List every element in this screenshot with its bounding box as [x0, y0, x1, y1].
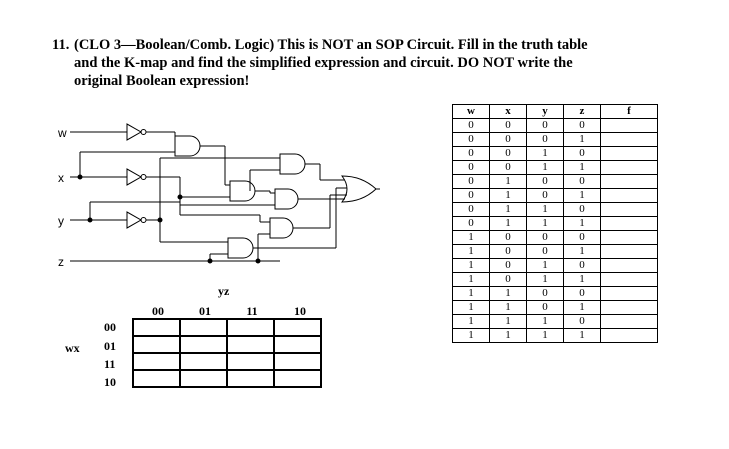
header-z: z: [564, 105, 601, 119]
truth-table-cell: 0: [453, 203, 490, 217]
truth-table-cell: 1: [490, 203, 527, 217]
not-gate-x: [127, 169, 146, 185]
input-label-y: y: [58, 214, 64, 228]
output-f-cell[interactable]: [601, 147, 658, 161]
output-f-cell[interactable]: [601, 189, 658, 203]
truth-table-cell: 1: [490, 189, 527, 203]
truth-table-cell: 0: [564, 231, 601, 245]
truth-table-header: [453, 105, 658, 119]
truth-table-row: [453, 231, 658, 245]
truth-table-cell: 0: [564, 259, 601, 273]
truth-table-row: [453, 259, 658, 273]
kmap-row-label-10: 10: [104, 375, 116, 389]
kmap-row: [133, 319, 321, 336]
kmap-cell[interactable]: [274, 370, 321, 387]
and-gate-3: [230, 181, 255, 201]
truth-table-cell: 0: [490, 133, 527, 147]
truth-table-cell: 0: [490, 231, 527, 245]
truth-table-cell: 1: [490, 329, 527, 343]
truth-table-cell: 0: [453, 161, 490, 175]
kmap-cell[interactable]: [274, 336, 321, 353]
truth-table-cell: 0: [490, 161, 527, 175]
truth-table-row: [453, 147, 658, 161]
output-f-cell[interactable]: [601, 329, 658, 343]
truth-table-row: [453, 189, 658, 203]
kmap-cell[interactable]: [274, 353, 321, 370]
truth-table-cell: 0: [564, 175, 601, 189]
truth-table-cell: 1: [527, 147, 564, 161]
truth-table-cell: 0: [453, 119, 490, 133]
output-f-cell[interactable]: [601, 301, 658, 315]
truth-table-cell: 1: [453, 315, 490, 329]
kmap-cell[interactable]: [180, 353, 227, 370]
truth-table-cell: 1: [564, 217, 601, 231]
kmap-cell[interactable]: [274, 319, 321, 336]
question-line-3: original Boolean expression!: [74, 73, 250, 89]
truth-table-cell: 0: [453, 189, 490, 203]
header-f: f: [601, 105, 658, 119]
output-f-cell[interactable]: [601, 161, 658, 175]
truth-table-cell: 1: [564, 161, 601, 175]
truth-table-cell: 1: [490, 175, 527, 189]
output-f-cell[interactable]: [601, 175, 658, 189]
truth-table-cell: 1: [453, 259, 490, 273]
question-number: 11.: [52, 37, 70, 53]
truth-table-row: [453, 329, 658, 343]
kmap-row: [133, 370, 321, 387]
output-f-cell[interactable]: [601, 217, 658, 231]
truth-table-cell: 0: [564, 287, 601, 301]
truth-table-cell: 1: [564, 273, 601, 287]
truth-table-cell: 1: [453, 301, 490, 315]
truth-table-cell: 1: [453, 287, 490, 301]
truth-table-row: [453, 273, 658, 287]
truth-table-cell: 1: [527, 273, 564, 287]
truth-table-cell: 1: [564, 329, 601, 343]
truth-table-row: [453, 217, 658, 231]
truth-table-cell: 1: [453, 231, 490, 245]
truth-table-row: [453, 175, 658, 189]
karnaugh-map: [132, 318, 322, 388]
output-f-cell[interactable]: [601, 203, 658, 217]
kmap-cell[interactable]: [227, 370, 274, 387]
truth-table-cell: 0: [490, 119, 527, 133]
truth-table-cell: 0: [527, 175, 564, 189]
truth-table-cell: 1: [490, 301, 527, 315]
and-gate-5: [270, 218, 293, 238]
input-label-z: z: [58, 255, 64, 269]
kmap-col-label-10: 10: [294, 304, 306, 318]
header-w: w: [453, 105, 490, 119]
truth-table-cell: 0: [453, 133, 490, 147]
truth-table-cell: 1: [564, 245, 601, 259]
truth-table-cell: 0: [453, 175, 490, 189]
kmap-cell[interactable]: [133, 353, 180, 370]
truth-table-cell: 1: [527, 217, 564, 231]
kmap-row-label-00: 00: [104, 320, 116, 334]
kmap-cell[interactable]: [133, 336, 180, 353]
truth-table-cell: 0: [490, 245, 527, 259]
and-gate-6: [228, 238, 253, 258]
not-gate-w: [127, 124, 146, 140]
truth-table-cell: 0: [490, 259, 527, 273]
truth-table-row: [453, 287, 658, 301]
truth-table-cell: 0: [453, 147, 490, 161]
truth-table-cell: 0: [527, 301, 564, 315]
kmap-row: [133, 353, 321, 370]
truth-table-cell: 1: [453, 273, 490, 287]
not-gate-y: [127, 212, 146, 228]
truth-table-row: [453, 315, 658, 329]
kmap-col-label-00: 00: [152, 304, 164, 318]
truth-table-cell: 0: [490, 147, 527, 161]
truth-table-cell: 1: [490, 315, 527, 329]
truth-table-cell: 1: [527, 161, 564, 175]
truth-table-cell: 0: [564, 119, 601, 133]
truth-table-cell: 0: [527, 287, 564, 301]
truth-table-row: [453, 301, 658, 315]
truth-table-row: [453, 161, 658, 175]
input-label-x: x: [58, 171, 64, 185]
input-label-w: w: [58, 126, 67, 140]
truth-table-cell: 0: [527, 119, 564, 133]
truth-table-cell: 1: [564, 133, 601, 147]
truth-table-cell: 0: [453, 217, 490, 231]
truth-table-cell: 1: [527, 329, 564, 343]
kmap-cell[interactable]: [227, 353, 274, 370]
kmap-row-variable: wx: [65, 341, 80, 355]
kmap-row-label-01: 01: [104, 339, 116, 353]
kmap-row-label-11: 11: [104, 357, 116, 371]
truth-table-cell: 0: [527, 189, 564, 203]
kmap-col-label-11: 11: [246, 304, 258, 318]
kmap-cell[interactable]: [180, 370, 227, 387]
truth-table-cell: 1: [527, 203, 564, 217]
question-line-1: 11. (CLO 3—Boolean/Comb. Logic) This is NOT an SOP Circuit. Fill in the truth table: [52, 37, 588, 53]
truth-table-cell: 0: [564, 203, 601, 217]
truth-table-cell: 1: [564, 301, 601, 315]
truth-table-cell: 0: [527, 133, 564, 147]
output-f-cell[interactable]: [601, 259, 658, 273]
logic-circuit-diagram: [0, 0, 450, 300]
truth-table-row: [453, 133, 658, 147]
kmap-cell[interactable]: [180, 336, 227, 353]
truth-table-cell: 0: [527, 231, 564, 245]
truth-table-row: [453, 203, 658, 217]
output-f-cell[interactable]: [601, 119, 658, 133]
kmap-cell[interactable]: [180, 319, 227, 336]
kmap-cell[interactable]: [227, 319, 274, 336]
header-x: x: [490, 105, 527, 119]
truth-table-cell: 1: [490, 287, 527, 301]
output-f-cell[interactable]: [601, 231, 658, 245]
truth-table-cell: 1: [490, 217, 527, 231]
output-f-cell[interactable]: [601, 315, 658, 329]
truth-table-cell: 1: [564, 189, 601, 203]
and-gate-4: [275, 189, 298, 209]
truth-table-cell: 0: [564, 147, 601, 161]
truth-table-cell: 1: [453, 245, 490, 259]
and-gate-1: [175, 136, 200, 156]
truth-table-cell: 0: [490, 273, 527, 287]
output-f-cell[interactable]: [601, 273, 658, 287]
output-f-cell[interactable]: [601, 133, 658, 147]
truth-table-cell: 0: [527, 245, 564, 259]
and-gate-2: [280, 154, 305, 174]
kmap-col-label-01: 01: [199, 304, 211, 318]
kmap-cell[interactable]: [133, 370, 180, 387]
truth-table-cell: 1: [453, 329, 490, 343]
kmap-col-variable: yz: [218, 284, 230, 298]
question-line-2: and the K-map and find the simplified expression and circuit. DO NOT write the: [74, 55, 573, 71]
truth-table: [452, 104, 658, 343]
truth-table-row: [453, 245, 658, 259]
or-gate: [342, 176, 376, 202]
truth-table-cell: 1: [527, 315, 564, 329]
output-f-cell[interactable]: [601, 245, 658, 259]
kmap-row: [133, 336, 321, 353]
truth-table-cell: 1: [527, 259, 564, 273]
kmap-cell[interactable]: [227, 336, 274, 353]
truth-table-row: [453, 119, 658, 133]
header-y: y: [527, 105, 564, 119]
kmap-cell[interactable]: [133, 319, 180, 336]
truth-table-cell: 0: [564, 315, 601, 329]
output-f-cell[interactable]: [601, 287, 658, 301]
